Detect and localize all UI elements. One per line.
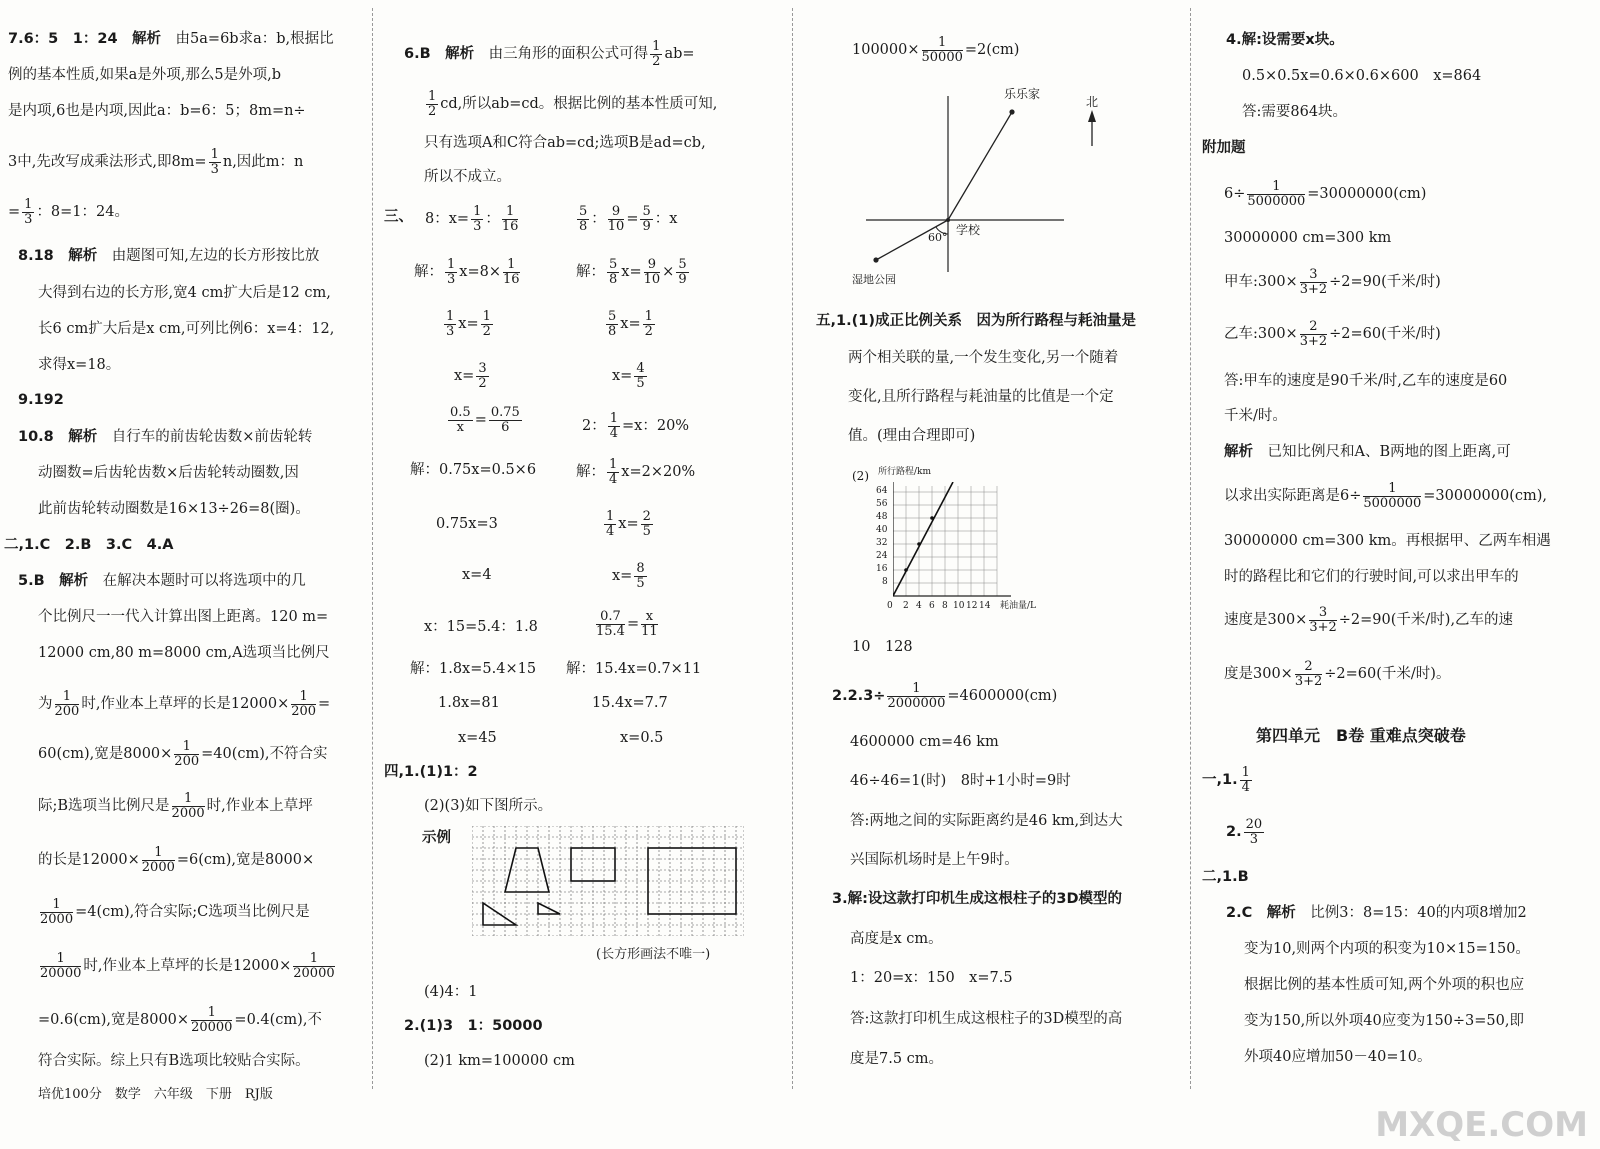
fraction: $\frac{1}{5000000}$ xyxy=(1363,481,1422,511)
fraction: $\frac{0.7}{15.4}$ xyxy=(596,609,625,639)
answer-line: 7.6：5 1：24 解析 由5a=6b求a：b,根据比 xyxy=(8,31,334,47)
map-label: 学校 xyxy=(956,223,981,237)
fraction: $\frac{2}{3+2}$ xyxy=(1299,319,1328,349)
chart-tick-label: 16 xyxy=(876,564,888,574)
watermark: MXQE.COM xyxy=(1375,1105,1588,1145)
answer-line: 兴国际机场时是上午9时。 xyxy=(850,852,1019,868)
fraction: $\frac{20}{3}$ xyxy=(1245,817,1263,847)
fraction: $\frac{x}{11}$ xyxy=(641,609,658,639)
section-heading: 二,1.C 2.B 3.C 4.A xyxy=(4,537,174,553)
equation: x=4 xyxy=(462,567,492,583)
equation: $\frac{0.5}{x}$ = $\frac{0.75}{6}$ xyxy=(450,405,520,435)
fraction: $\frac{1}{4}$ xyxy=(609,457,618,487)
equation: 解： $\frac{1}{4}$ x=2×20% xyxy=(576,457,696,487)
chart-y-label: 所行路程/km xyxy=(878,467,932,477)
chart-tick-label: 24 xyxy=(876,551,888,561)
answer-line: 46÷46=1(时) 8时+1小时=9时 xyxy=(850,773,1071,789)
answer-line: 例的基本性质,如果a是外项,那么5是外项,b xyxy=(8,67,281,83)
answer-line: 12000 cm,80 m=8000 cm,A选项当比例尺 xyxy=(38,645,330,661)
answer-line: 千米/时。 xyxy=(1224,408,1287,424)
equation: x= $\frac{8}{5}$ xyxy=(612,561,645,591)
chart-x-label: 耗油量/L xyxy=(1000,601,1037,611)
answer-line: 变为10,则两个内项的积变为10×15=150。 xyxy=(1244,941,1530,957)
answer-line: 符合实际。综上只有B选项比较贴合实际。 xyxy=(38,1053,310,1069)
fraction: $\frac{1}{50000}$ xyxy=(921,35,963,65)
answer-line: 乙车:300× $\frac{2}{3+2}$ ÷2=60(千米/时) xyxy=(1224,319,1441,349)
chart-series-line xyxy=(893,482,953,596)
answer-line: 以求出实际距离是6÷ $\frac{1}{5000000}$ =30000000(cm), xyxy=(1224,481,1548,511)
answer-line: 2.2.3÷ $\frac{1}{2000000}$ =4600000(cm) xyxy=(832,681,1058,711)
equation: $\frac{5}{8}$ ： $\frac{9}{10}$ = $\frac{5}{9}$ ：x xyxy=(579,204,678,234)
answer-line: 60(cm),宽是8000× $\frac{1}{200}$ =40(cm),不符合实 xyxy=(38,739,328,769)
answer-line: 30000000 cm=300 km xyxy=(1224,230,1392,246)
answer-line: 一,1. $\frac{1}{4}$ xyxy=(1202,765,1250,795)
chart-tick-label: 8 xyxy=(882,577,888,587)
example-label: 示例 xyxy=(422,830,451,846)
equation: 15.4x=7.7 xyxy=(592,695,668,711)
equation: 0.75x=3 xyxy=(436,516,498,532)
fraction: $\frac{1}{200}$ xyxy=(174,739,200,769)
fraction: $\frac{3}{3+2}$ xyxy=(1309,605,1337,635)
chart-tick-label: 6 xyxy=(929,601,935,611)
equation: 解：1.8x=5.4×15 xyxy=(410,661,537,677)
fraction: $\frac{1}{5000000}$ xyxy=(1247,179,1306,209)
answer-line: 为 $\frac{1}{200}$ 时,作业本上草坪的长是12000× $\frac{1}{200}$ = xyxy=(38,689,331,719)
fraction: $\frac{1}{3}$ xyxy=(24,197,33,227)
fraction: $\frac{2}{5}$ xyxy=(642,509,651,539)
equation: 解： $\frac{1}{3}$ x=8× $\frac{1}{16}$ xyxy=(414,257,520,287)
fraction: $\frac{5}{8}$ xyxy=(579,204,588,234)
answer-line: = $\frac{1}{3}$ ：8=1：24。 xyxy=(8,197,129,227)
equation: x=0.5 xyxy=(620,730,664,746)
answer-line: 2.(1)3 1：50000 xyxy=(404,1018,543,1034)
chart-point xyxy=(904,568,908,572)
fraction: $\frac{5}{8}$ xyxy=(609,257,618,287)
chart-tick-label: 8 xyxy=(942,601,948,611)
fraction: $\frac{8}{5}$ xyxy=(636,561,645,591)
fraction: $\frac{1}{4}$ xyxy=(606,509,615,539)
equation: x：15=5.4：1.8 xyxy=(424,619,538,635)
chart-tick-label: 4 xyxy=(916,601,922,611)
answer-line: 2.C 解析 比例3：8=15：40的内项8增加2 xyxy=(1226,905,1527,921)
fraction: $\frac{1}{2}$ xyxy=(644,309,653,339)
fraction: $\frac{1}{20000}$ xyxy=(40,951,82,981)
fraction: $\frac{1}{3}$ xyxy=(446,309,455,339)
north-label: 北 xyxy=(1086,95,1099,109)
answer-line: 4.解:设需要x块。 xyxy=(1226,32,1344,48)
figure-note: (长方形画法不唯一) xyxy=(596,947,711,962)
fraction: $\frac{1}{200}$ xyxy=(291,689,317,719)
answer-line: (4)4：1 xyxy=(424,984,478,1000)
answer-line: 是内项,6也是内项,因此a：b=6：5；8m=n÷ xyxy=(8,103,306,119)
answer-line: 长6 cm扩大后是x cm,可列比例6：x=4：12, xyxy=(38,321,335,337)
equation: 1.8x=81 xyxy=(438,695,500,711)
answer-line: 速度是300× $\frac{3}{3+2}$ ÷2=90(千米/时),乙车的速 xyxy=(1224,605,1514,635)
equation: x= $\frac{4}{5}$ xyxy=(612,361,645,391)
answer-line: 根据比例的基本性质可知,两个外项的积也应 xyxy=(1244,977,1525,993)
answer-line: 高度是x cm。 xyxy=(850,931,943,947)
fraction: $\frac{1}{4}$ xyxy=(609,411,619,441)
answer-line: (2)1 km=100000 cm xyxy=(424,1053,575,1069)
fraction: $\frac{1}{2000}$ xyxy=(141,845,175,875)
answer-line: 3中,先改写成乘法形式,即8m= $\frac{1}{3}$ n,因此m：n xyxy=(8,147,304,177)
chart-part-label: (2) xyxy=(852,469,869,483)
answer-line: 8.18 解析 由题图可知,左边的长方形按比放 xyxy=(18,248,320,264)
answer-line: 只有选项A和C符合ab=cd;选项B是ad=cb, xyxy=(424,135,706,151)
column-divider xyxy=(372,8,373,1089)
equation: $\frac{0.7}{15.4}$ = $\frac{x}{11}$ xyxy=(596,609,658,639)
grid-figure xyxy=(472,826,744,936)
equation: 2： $\frac{1}{4}$ =x：20% xyxy=(582,411,690,441)
fraction: $\frac{1}{2000000}$ xyxy=(887,681,946,711)
chart-tick-label: 0 xyxy=(887,601,893,611)
fraction: $\frac{5}{8}$ xyxy=(608,309,617,339)
chart-point xyxy=(930,516,934,520)
chart-tick-label: 56 xyxy=(876,499,888,509)
fraction: $\frac{1}{20000}$ xyxy=(191,1005,233,1035)
answer-line: 1：20=x：150 x=7.5 xyxy=(850,970,1013,986)
equation: x= $\frac{3}{2}$ xyxy=(454,361,487,391)
fraction: $\frac{9}{10}$ xyxy=(607,204,625,234)
fraction: $\frac{1}{3}$ xyxy=(447,257,456,287)
answer-line: 变化,且所行路程与耗油量的比值是一个定 xyxy=(848,389,1114,405)
fraction: $\frac{4}{5}$ xyxy=(636,361,645,391)
equation: $\frac{1}{4}$ x= $\frac{2}{5}$ xyxy=(606,509,651,539)
page-footer: 培优100分 数学 六年级 下册 RJ版 xyxy=(38,1087,273,1102)
equation: 解：15.4x=0.7×11 xyxy=(566,661,702,677)
section-heading: 四,1.(1)1：2 xyxy=(384,764,478,780)
fraction: $\frac{1}{3}$ xyxy=(473,204,482,234)
fraction: $\frac{0.75}{6}$ xyxy=(490,405,520,435)
answer-line: 5.B 解析 在解决本题时可以将选项中的几 xyxy=(18,573,306,589)
answer-line: 答:这款打印机生成这根柱子的3D模型的高 xyxy=(850,1011,1123,1027)
answer-line: 答:两地之间的实际距离约是46 km,到达大 xyxy=(850,813,1123,829)
answer-line: 所以不成立。 xyxy=(424,169,511,185)
answer-line: $\frac{1}{2000}$ =4(cm),符合实际;C选项当比例尺是 xyxy=(40,897,310,927)
equation: 8：x= $\frac{1}{3}$ ： $\frac{1}{16}$ xyxy=(425,204,519,234)
answer-line: 100000× $\frac{1}{50000}$ =2(cm) xyxy=(852,35,1020,65)
answer-line: 求得x=18。 xyxy=(38,357,121,373)
answer-line: 度是300× $\frac{2}{3+2}$ ÷2=60(千米/时)。 xyxy=(1224,659,1451,689)
fraction: $\frac{1}{2}$ xyxy=(428,89,437,119)
fraction: $\frac{1}{2000}$ xyxy=(171,791,205,821)
fraction: $\frac{1}{16}$ xyxy=(501,204,519,234)
answer-line: 3.解:设这款打印机生成这根柱子的3D模型的 xyxy=(832,891,1123,907)
answer-line: 个比例尺一一代入计算出图上距离。120 m= xyxy=(38,609,329,625)
answer-line: 答:甲车的速度是90千米/时,乙车的速度是60 xyxy=(1224,373,1508,389)
chart-tick-label: 32 xyxy=(876,538,888,548)
answer-line: 际;B选项当比例尺是 $\frac{1}{2000}$ 时,作业本上草坪 xyxy=(38,791,313,821)
fraction: $\frac{2}{3+2}$ xyxy=(1294,659,1323,689)
chart-tick-label: 48 xyxy=(876,512,888,522)
answer-line: 两个相关联的量,一个发生变化,另一个随着 xyxy=(848,350,1119,366)
answer-line: 9.192 xyxy=(18,392,64,408)
answer-line: 10 128 xyxy=(852,639,913,655)
chart-tick-label: 12 xyxy=(966,601,978,611)
section-heading: 二,1.B xyxy=(1202,869,1249,885)
answer-line: 解析 已知比例尺和A、B两地的图上距离,可 xyxy=(1224,444,1511,460)
fraction: $\frac{5}{9}$ xyxy=(678,257,687,287)
answer-line: 30000000 cm=300 km。再根据甲、乙两车相遇 xyxy=(1224,533,1551,549)
chart-tick-label: 64 xyxy=(876,486,888,496)
answer-line: 的长是12000× $\frac{1}{2000}$ =6(cm),宽是8000× xyxy=(38,845,315,875)
answer-line: $\frac{1}{20000}$ 时,作业本上草坪的长是12000× $\frac{1}{20000}$ xyxy=(40,951,335,981)
chart-tick-label: 40 xyxy=(876,525,888,535)
answer-line: 度是7.5 cm。 xyxy=(850,1051,944,1067)
answer-line: =0.6(cm),宽是8000× $\frac{1}{20000}$ =0.4(cm),不 xyxy=(38,1005,322,1035)
answer-line: (2)(3)如下图所示。 xyxy=(424,798,553,814)
answer-line: 变为150,所以外项40应变为150÷3=50,即 xyxy=(1244,1013,1524,1029)
fraction: $\frac{9}{10}$ xyxy=(643,257,661,287)
fraction: $\frac{5}{9}$ xyxy=(642,204,651,234)
equation: x=45 xyxy=(458,730,497,746)
unit-title: 第四单元 B卷 重难点突破卷 xyxy=(1256,726,1466,745)
answer-line: 甲车:300× $\frac{3}{3+2}$ ÷2=90(千米/时) xyxy=(1224,267,1441,297)
chart-tick-label: 2 xyxy=(903,601,909,611)
map-diagram xyxy=(852,84,1112,284)
fraction: $\frac{1}{2}$ xyxy=(482,309,491,339)
fraction: $\frac{1}{2}$ xyxy=(652,39,661,69)
answer-line: 2. $\frac{20}{3}$ xyxy=(1226,817,1263,847)
answer-line: 10.8 解析 自行车的前齿轮齿数×前齿轮转 xyxy=(18,429,313,445)
column-divider xyxy=(1190,8,1191,1089)
fraction: $\frac{1}{200}$ xyxy=(54,689,80,719)
answer-line: 时的路程比和它们的行驶时间,可以求出甲车的 xyxy=(1224,569,1519,585)
equation: $\frac{1}{3}$ x= $\frac{1}{2}$ xyxy=(446,309,491,339)
chart-tick-label: 14 xyxy=(979,601,991,611)
angle-label: 60° xyxy=(928,231,948,244)
fraction: $\frac{3}{2}$ xyxy=(478,361,487,391)
answer-line: 值。(理由合理即可) xyxy=(848,428,976,444)
answer-line: 4600000 cm=46 km xyxy=(850,734,999,750)
fraction: $\frac{1}{4}$ xyxy=(1241,765,1250,795)
equation: 解：0.75x=0.5×6 xyxy=(410,462,537,478)
answer-line: 动圈数=后齿轮齿数×后齿轮转动圈数,因 xyxy=(38,465,299,481)
map-label: 湿地公园 xyxy=(852,273,896,286)
fraction: $\frac{1}{2000}$ xyxy=(40,897,74,927)
answer-line: 答:需要864块。 xyxy=(1242,104,1348,120)
chart-point xyxy=(917,542,921,546)
section-heading: 三、 xyxy=(384,209,413,225)
map-label: 乐乐家 xyxy=(1004,87,1041,101)
equation: 解： $\frac{5}{8}$ x= $\frac{9}{10}$ × $\frac{5}{9}$ xyxy=(576,257,687,287)
answer-line: 0.5×0.5x=0.6×0.6×600 x=864 xyxy=(1242,68,1482,84)
fraction: $\frac{1}{3}$ xyxy=(210,147,219,177)
answer-line: 此前齿轮转动圈数是16×13÷26=8(圈)。 xyxy=(38,501,310,517)
fraction: $\frac{1}{20000}$ xyxy=(293,951,335,981)
answer-line: 五,1.(1)成正比例关系 因为所行路程与耗油量是 xyxy=(816,313,1136,329)
fraction: $\frac{3}{3+2}$ xyxy=(1299,267,1328,297)
distance-fuel-chart xyxy=(893,482,1013,606)
answer-line: 6.B 解析 由三角形的面积公式可得 $\frac{1}{2}$ ab= xyxy=(404,39,695,69)
chart-tick-label: 10 xyxy=(953,601,965,611)
answer-line: 大得到右边的长方形,宽4 cm扩大后是12 cm, xyxy=(38,285,331,301)
section-heading: 附加题 xyxy=(1202,140,1246,156)
fraction: $\frac{1}{16}$ xyxy=(502,257,520,287)
answer-line: 外项40应增加50－40=10。 xyxy=(1244,1049,1432,1065)
fraction: $\frac{0.5}{x}$ xyxy=(450,405,471,435)
answer-line: $\frac{1}{2}$ cd,所以ab=cd。根据比例的基本性质可知, xyxy=(428,89,718,119)
equation: $\frac{5}{8}$ x= $\frac{1}{2}$ xyxy=(608,309,653,339)
answer-line: 6÷ $\frac{1}{5000000}$ =30000000(cm) xyxy=(1224,179,1427,209)
column-divider xyxy=(792,8,793,1089)
